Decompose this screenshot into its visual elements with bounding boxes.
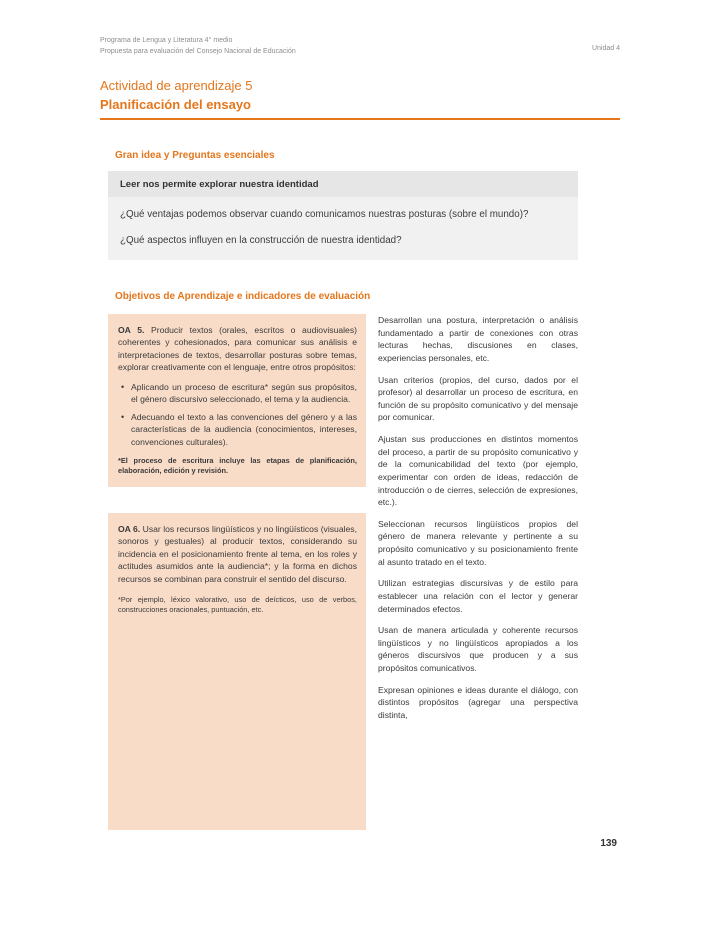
objectives-column: [108, 314, 366, 830]
indicator-paragraph: Seleccionan recursos lingüísticos propios del género de manera relevante y pertinente a su propósito comunicativo y su posicionamiento frente al asunto tratado en el texto.: [378, 518, 578, 567]
oa5-intro: [118, 324, 357, 374]
essential-questions: [108, 197, 578, 260]
unit-label: Unidad 4: [591, 45, 620, 52]
indicator-paragraph: Usan de manera articulada y coherente recursos lingüísticos y no lingüísticos apropiados a los géneros discursivos que producen y a sus propósitos comunicativos.: [378, 625, 578, 673]
title-divider: [100, 118, 620, 120]
oa6-text: Usar los recursos lingüísticos y no lingüísticos (visuales, sonoros y gestuales) al producir textos, considerando su incidencia en el posicionamiento frente al tema, en los roles y actitudes asumidos ante la audiencia*; y la forma en dichos recursos se combinan para construir el sentido del discurso.: [118, 523, 357, 584]
big-idea-heading: Gran idea y Preguntas esenciales: [115, 150, 275, 161]
oa5-text: Producir textos (orales, escritos o audiovisuales) coherentes y cohesionados, para comunicar sus análisis e interpretaciones de textos, desarrollar posturas sobre temas, explorar creativamente con el lenguaje, entre otros propósitos:: [118, 325, 357, 373]
oa6-label: OA 6.: [118, 523, 141, 534]
oa5-footnote: *El proceso de escritura incluye las etapas de planificación, elaboración, edición y revisión.: [118, 456, 357, 476]
oa6-box: [108, 513, 366, 830]
indicator-paragraph: Ajustan sus producciones en distintos momentos del proceso, a partir de su propósito comunicativo y de la comunicabilidad del texto (por ejemplo, experimentar con orden de ideas, redacción de introducción o de cierres, selección de expresiones, etc.).: [378, 434, 578, 508]
indicator-paragraph: Utilizan estrategias discursivas y de estilo para establecer una relación con el lector y generar determinados efectos.: [378, 578, 578, 614]
oa6-intro: [118, 523, 357, 585]
oa5-bullet-1: • Aplicando un proceso de escritura* según sus propósitos, el género discursivo seleccionado, el tema y la audiencia.: [120, 381, 357, 406]
oa6-footnote: *Por ejemplo, léxico valorativo, uso de deícticos, uso de verbos, construcciones oracionales, puntuación, etc.: [118, 595, 357, 615]
essential-question-2: ¿Qué aspectos influyen en la construcción de nuestra identidad?: [120, 234, 402, 246]
running-header-left: [100, 36, 296, 58]
indicator-paragraph: Desarrollan una postura, interpretación o análisis fundamentado a partir de conexiones con otras lecturas hechas, discusiones en clases, experiencias personales, etc.: [378, 315, 578, 363]
objectives-table: [108, 314, 578, 830]
oa5-bullet-list: [120, 381, 357, 448]
oa5-bullet-2: • Adecuando el texto a las convenciones del género y a las características de la audiencia (conocimientos, intereses, convenciones culturales).: [120, 411, 357, 448]
oa5-label: OA 5.: [118, 325, 145, 335]
program-title: Programa de Lengua y Literatura 4° medio: [100, 37, 233, 44]
running-header: [100, 36, 620, 58]
oa5-box: [108, 314, 366, 487]
indicators-column: [378, 314, 578, 830]
essential-question-1: ¿Qué ventajas podemos observar cuando comunicamos nuestras posturas (sobre el mundo)?: [120, 209, 529, 220]
activity-subtitle: Planificación del ensayo: [100, 97, 251, 112]
page-number: 139: [600, 838, 617, 849]
big-idea-box: [108, 171, 578, 260]
activity-title: Actividad de aprendizaje 5: [100, 78, 253, 93]
big-idea-statement: Leer nos permite explorar nuestra identidad: [108, 171, 578, 197]
indicator-paragraph: Usan criterios (propios, del curso, dados por el profesor) al desarrollar un proceso de escritura, en función de su propósito comunicativo y del mensaje por comunicar.: [378, 374, 578, 423]
proposal-subtitle: Propuesta para evaluación del Consejo Nacional de Educación: [100, 47, 296, 55]
indicator-paragraph: Expresan opiniones e ideas durante el diálogo, con distintos propósitos (agregar una perspectiva distinta,: [378, 684, 578, 720]
objectives-heading: Objetivos de Aprendizaje e indicadores de evaluación: [115, 291, 371, 302]
